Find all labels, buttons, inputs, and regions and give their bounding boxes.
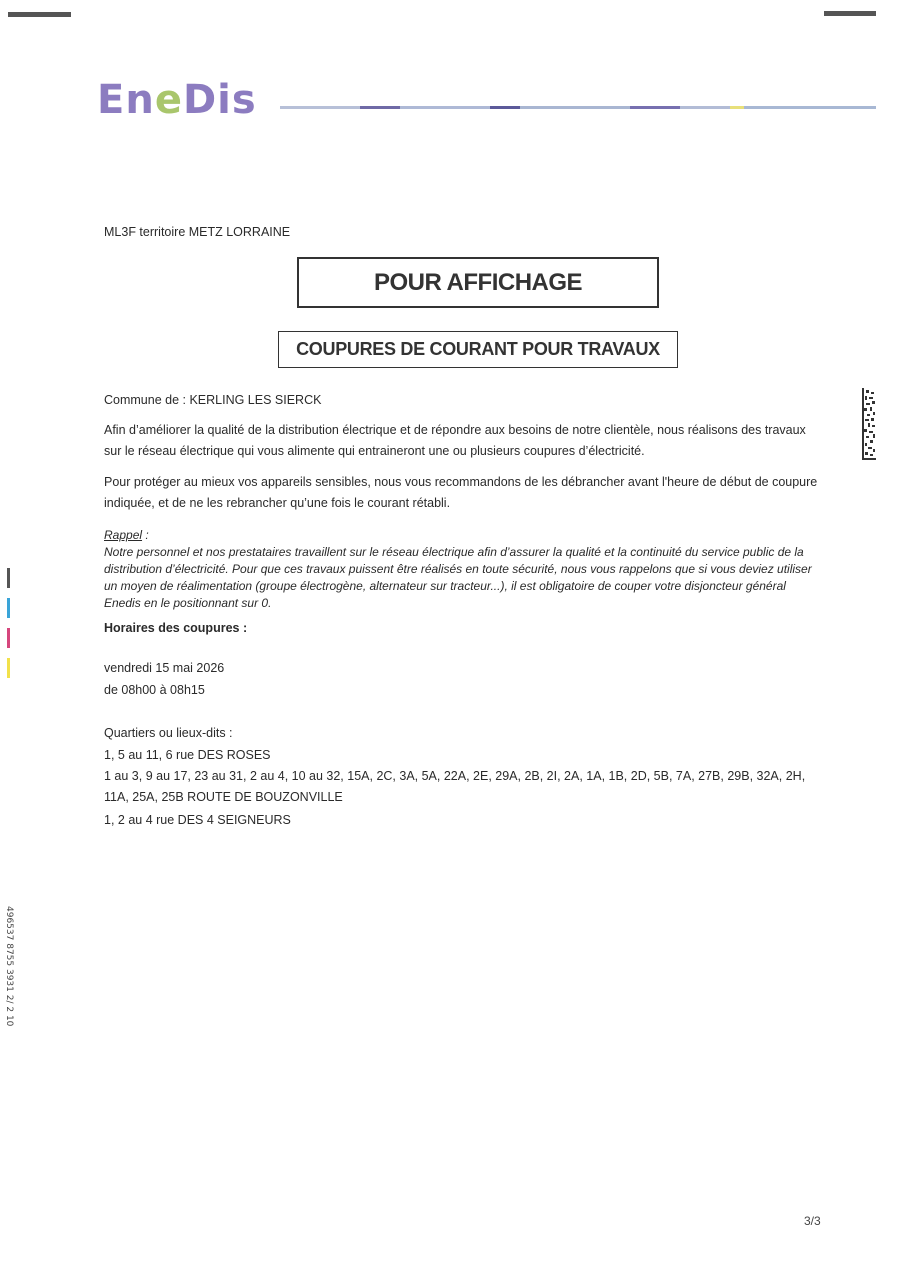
calibration-bar-cyan <box>7 598 10 618</box>
outage-time: de 08h00 à 08h15 <box>104 683 205 697</box>
rappel-title: Rappel <box>104 528 143 542</box>
registration-mark <box>8 12 71 17</box>
commune-label: Commune de : KERLING LES SIERCK <box>104 393 322 407</box>
registration-mark <box>824 11 876 16</box>
calibration-bar-black <box>7 568 10 588</box>
page-title: POUR AFFICHAGE <box>373 268 583 296</box>
datamatrix-code <box>862 388 876 460</box>
list-item: 1, 2 au 4 rue DES 4 SEIGNEURS <box>104 813 291 827</box>
territory-label: ML3F territoire METZ LORRAINE <box>104 225 291 239</box>
logo-text-dis: Dis <box>182 77 257 123</box>
logo-rule <box>280 106 876 109</box>
advice-paragraph: Pour protéger au mieux vos appareils sensibles, nous vous recommandons de les débrancher avant l'heure de début de coupure indiquée, et de ne les rebrancher qu’une fois le courant rétabli. <box>104 475 818 510</box>
title-box <box>297 257 659 308</box>
subtitle-box <box>278 331 678 368</box>
places-title: Quartiers ou lieux-dits : <box>104 726 233 740</box>
list-item: 1 au 3, 9 au 17, 23 au 31, 2 au 4, 10 au 32, 15A, 2C, 3A, 5A, 22A, 2E, 29A, 2B, 2I, 2A, 1A, 1B, 2D, 5B, 7A, 27B, 29B, 32A, 2H, 11A, 25A, 25B ROUTE DE BOUZONVILLE <box>104 769 806 804</box>
enedis-logo <box>97 74 257 123</box>
calibration-bar-magenta <box>7 628 10 648</box>
page-number: 3/3 <box>804 1214 821 1228</box>
page-subtitle: COUPURES DE COURANT POUR TRAVAUX <box>296 339 660 359</box>
list-item: 1, 5 au 11, 6 rue DES ROSES <box>104 748 271 762</box>
rappel-block <box>104 527 819 612</box>
outage-date: vendredi 15 mai 2026 <box>104 661 225 675</box>
calibration-bar-yellow <box>7 658 10 678</box>
intro-paragraph: Afin d’améliorer la qualité de la distribution électrique et de répondre aux besoins de notre clientèle, nous réalisons des travaux sur le réseau électrique qui vous alimente qui entraineront une ou plusieurs coupures d’électricité. <box>104 423 806 458</box>
print-code: 496537 8755 3931 2/ 2 10 <box>4 906 14 1027</box>
rappel-text: Notre personnel et nos prestataires travaillent sur le réseau électrique afin d’assurer la qualité et la continuité du service public de la distribution d’électricité. Pour que ces travaux puissent être réalisés en toute sécurité, nous vous rappelons que si vous deviez utiliser un moyen de réalimentation (groupe électrogène, alternateur sur tracteur...), il est obligatoire de couper votre disjoncteur général Enedis en le positionnant sur 0. <box>104 545 812 610</box>
schedule-title: Horaires des coupures : <box>104 621 248 635</box>
rappel-colon: : <box>142 528 149 542</box>
logo-text-e: e <box>154 77 183 123</box>
logo-text-en: En <box>97 77 155 123</box>
